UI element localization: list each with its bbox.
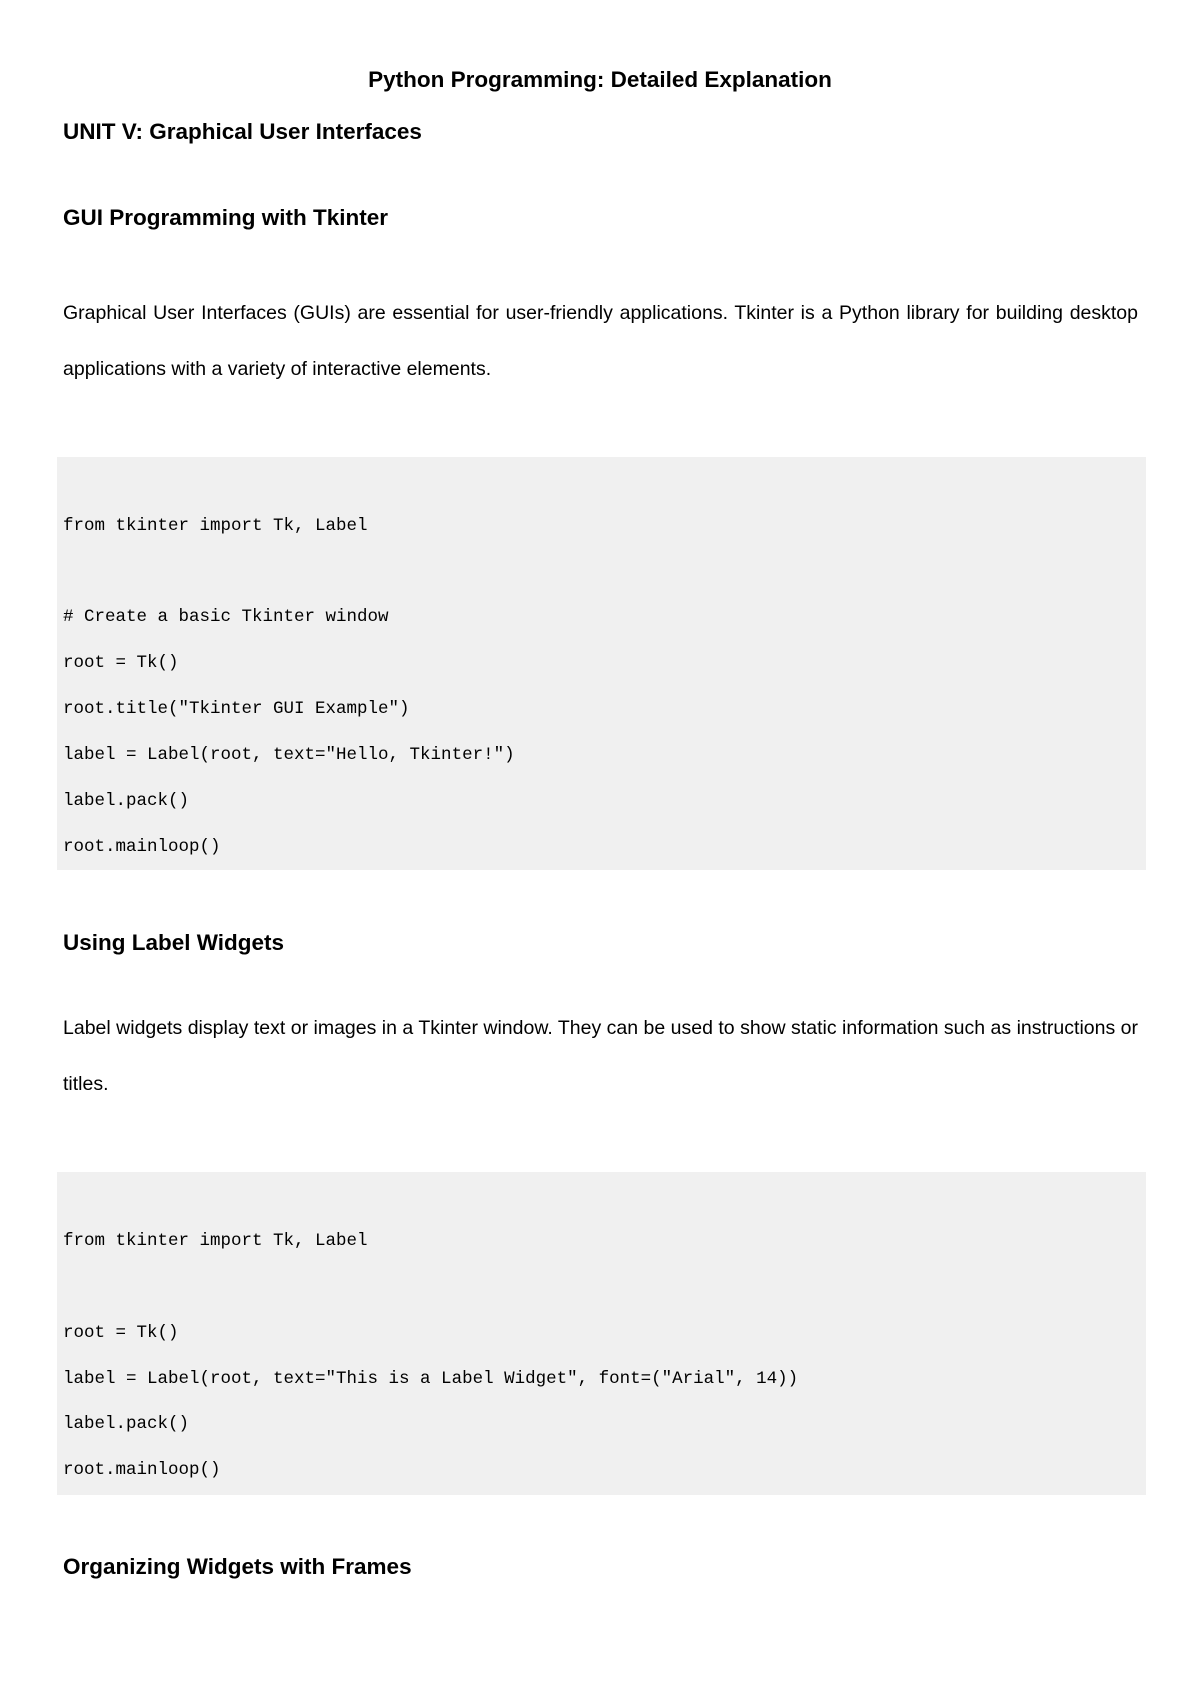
unit-heading: UNIT V: Graphical User Interfaces [63,119,422,144]
code-line: root.title("Tkinter GUI Example") [63,699,410,719]
code-line: # Create a basic Tkinter window [63,607,389,627]
section-paragraph-label-widgets: Label widgets display text or images in a Tkinter window. They can be used to show static information such as instructions or titles. [63,1017,1138,1095]
section-heading-label-widgets: Using Label Widgets [63,930,285,955]
code-line: label = Label(root, text="This is a Label Widget", font=("Arial", 14)) [63,1369,799,1389]
code-line: root.mainloop() [63,1460,221,1480]
section-heading-frames: Organizing Widgets with Frames [63,1554,412,1579]
code-line: label.pack() [63,791,190,811]
code-line: from tkinter import Tk, Label [63,1231,368,1251]
code-line: from tkinter import Tk, Label [63,516,368,536]
code-line: root = Tk() [63,653,179,673]
code-line: root = Tk() [63,1323,179,1343]
code-line: label.pack() [63,1414,190,1434]
document-title: Python Programming: Detailed Explanation [368,67,832,92]
section-heading-gui-programming: GUI Programming with Tkinter [63,205,389,230]
code-line: label = Label(root, text="Hello, Tkinter!") [63,745,515,765]
code-block-tkinter-window [57,457,1146,870]
section-paragraph-gui-programming: Graphical User Interfaces (GUIs) are essential for user-friendly applications. Tkinter is a Python library for building desktop applications with a variety of interactive elements. [63,302,1138,380]
code-line: root.mainloop() [63,837,221,857]
code-block-label-widget [57,1172,1146,1495]
